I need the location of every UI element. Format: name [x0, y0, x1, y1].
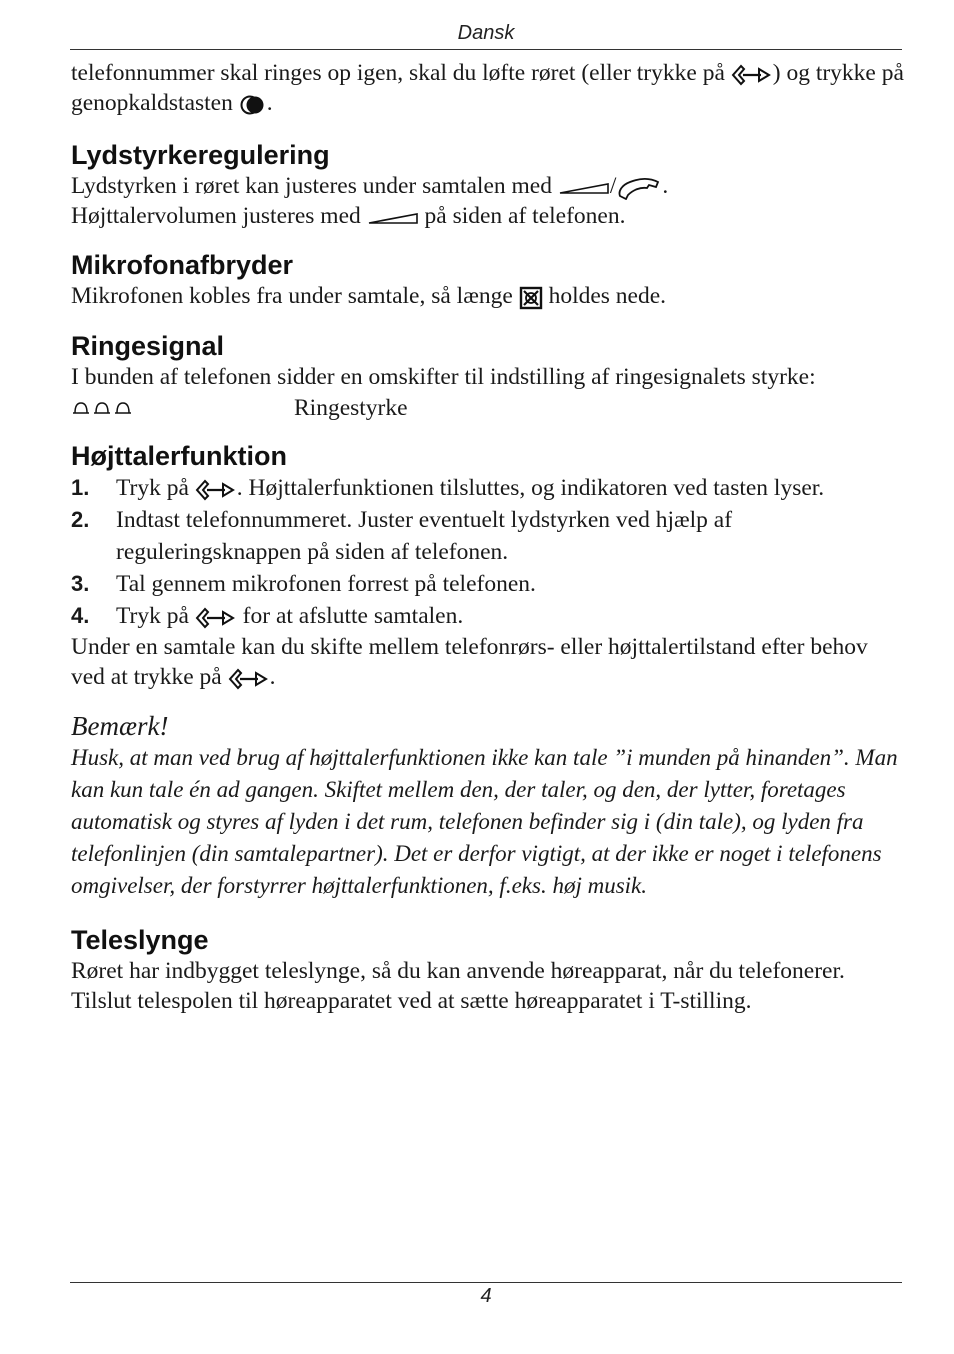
- intro-text-1: telefonnummer skal ringes op igen, skal du løfte røret (eller trykke på: [71, 60, 725, 86]
- footer-rule: [70, 1282, 902, 1283]
- speaker-key-icon: [195, 479, 237, 501]
- list-item: 1. Tryk på . Højttalerfunktionen tilsluttes, og indikatoren ved tasten lyser.: [71, 475, 825, 501]
- note-body: Husk, at man ved brug af højttalerfunktionen ikke kan tale ”i munden på hinanden”. Man kan kun tale én ad gangen. Skiftet mellem den, der taler, og den, der lytter, foretages automatisk og styres af lyden i det rum, telefonen befinder sig i (din tale), og lyden fra telefonlinjen (din samtalepartner). Det er derfor vigtigt, at der ikke er noget i telefonens omgivelser, der forstyrrer højttalerfunktionen, f.eks. høj musik.: [71, 745, 898, 898]
- list-item: 3. Tal gennem mikrofonen forrest på telefonen.: [71, 571, 536, 597]
- speaker-key-icon: [228, 668, 270, 690]
- speaker-heading: Højttalerfunktion: [71, 441, 287, 471]
- volume-line-1: Lydstyrken i røret kan justeres under samtalen med / .: [71, 173, 669, 199]
- speaker-key-icon: [731, 64, 773, 86]
- volume-heading: Lydstyrkeregulering: [71, 140, 330, 170]
- speaker-after-paragraph: Under en samtale kan du skifte mellem telefonrørs- eller højttalertilstand efter behov ved at trykke på .: [71, 634, 868, 690]
- intro-paragraph: [71, 58, 906, 118]
- running-header: Dansk: [457, 22, 515, 44]
- speaker-steps: [71, 472, 906, 632]
- header-rule: [70, 49, 902, 50]
- bell-icon: [71, 400, 137, 416]
- intro-text-3: .: [266, 90, 273, 116]
- page-number: 4: [480, 1285, 492, 1307]
- intro-text-2: ) og trykke på genopkaldstasten: [71, 60, 904, 116]
- ring-volume-label: Ringestyrke: [294, 394, 408, 421]
- handset-icon: [616, 176, 662, 200]
- teleslynge-heading: Teleslynge: [71, 925, 209, 955]
- ring-heading: Ringesignal: [71, 331, 225, 361]
- teleslynge-paragraph: Røret har indbygget teleslynge, så du kan anvende høreapparat, når du telefonerer. Tilslut telespolen til høreapparatet ved at sætte høreapparatet i T-stilling.: [71, 958, 845, 1014]
- mute-heading: Mikrofonafbryder: [71, 250, 294, 280]
- volume-line-2: Højttalervolumen justeres med på siden af telefonen.: [71, 203, 626, 229]
- note-title: Bemærk!: [71, 711, 169, 741]
- volume-wedge-icon: [558, 181, 610, 195]
- ring-paragraph: I bunden af telefonen sidder en omskifter til indstilling af ringesignalets styrke:: [71, 364, 816, 390]
- speaker-key-icon: [195, 607, 237, 629]
- redial-key-icon: [239, 94, 267, 116]
- ring-volume-row: [71, 392, 906, 424]
- list-item: 2. Indtast telefonnummeret. Juster eventuelt lydstyrken ved hjælp af reguleringsknappen på siden af telefonen.: [71, 507, 733, 565]
- volume-wedge-icon: [367, 211, 419, 225]
- list-item: 4. Tryk på for at afslutte samtalen.: [71, 603, 464, 629]
- mute-key-icon: [519, 286, 543, 310]
- mute-paragraph: Mikrofonen kobles fra under samtale, så længe holdes nede.: [71, 283, 667, 309]
- page-content: [71, 58, 906, 1016]
